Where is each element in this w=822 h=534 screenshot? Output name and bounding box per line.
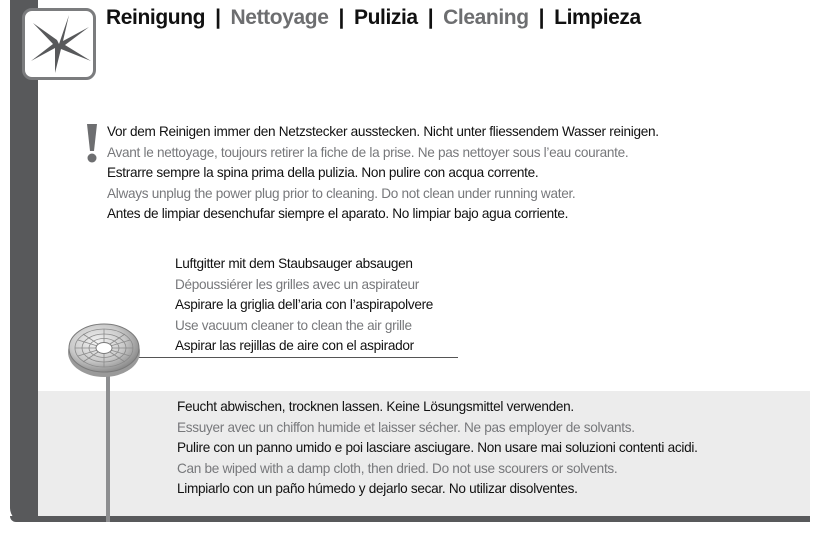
wipe-text-de: Feucht abwischen, trocknen lassen. Keine Lösungsmittel verwenden.: [177, 399, 574, 414]
wipe-text-es: Limpiarlo con un paño húmedo y dejarlo secar. No utilizar disolventes.: [177, 481, 578, 497]
title-separator: |: [538, 6, 545, 29]
warning-instructions: [107, 122, 659, 225]
wipe-instructions: [177, 397, 698, 500]
title-fr: Nettoyage: [230, 6, 329, 29]
title-it: Pulizia: [353, 6, 418, 29]
title-separator: |: [427, 6, 434, 29]
warning-text-en: Always unplug the power plug prior to cleaning. Do not clean under running water.: [107, 185, 576, 201]
title-separator: |: [215, 6, 221, 29]
warning-text-fr: Avant le nettoyage, toujours retirer la fiche de la prise. Ne pas nettoyer sous l’eau courante.: [107, 144, 629, 160]
section-icon-box: [22, 8, 96, 80]
title-es: Limpieza: [554, 6, 641, 29]
title-en: Cleaning: [443, 6, 529, 29]
grille-text-it: Aspirare la griglia dell’aria con l’aspirapolvere: [175, 297, 434, 313]
grille-text-es: Aspirar las rejillas de aire con el aspirador: [175, 338, 414, 354]
page-title: [106, 5, 641, 31]
grille-text-fr: Dépoussiérer les grilles avec un aspirateur: [175, 276, 419, 292]
warning-text-es: Antes de limpiar desenchufar siempre el aparato. No limpiar bajo agua corriente.: [107, 206, 569, 222]
grille-instructions: [175, 254, 433, 357]
title-separator: |: [338, 6, 344, 29]
warning-text-de: Vor dem Reinigen immer den Netzstecker ausstecken. Nicht unter fliessendem Wasser reinigen.: [107, 124, 659, 139]
grille-text-de: Luftgitter mit dem Staubsauger absaugen: [175, 256, 413, 271]
grille-text-en: Use vacuum cleaner to clean the air grille: [175, 317, 412, 333]
warning-text-it: Estrarre sempre la spina prima della pulizia. Non pulire con acqua corrente.: [107, 165, 539, 181]
wipe-text-it: Pulire con un panno umido e poi lasciare asciugare. Non usare mai soluzioni contenti acidi.: [177, 440, 698, 456]
wipe-text-fr: Essuyer avec un chiffon humide et laisser sécher. Ne pas employer de solvants.: [177, 419, 635, 435]
exclamation-icon: [83, 124, 101, 164]
sparkle-star-icon: [25, 11, 93, 77]
wipe-text-en: Can be wiped with a damp cloth, then dried. Do not use scourers or solvents.: [177, 460, 618, 476]
fan-icon: [66, 314, 144, 526]
title-de: Reinigung: [106, 6, 206, 29]
grille-callout-line: [115, 357, 458, 358]
